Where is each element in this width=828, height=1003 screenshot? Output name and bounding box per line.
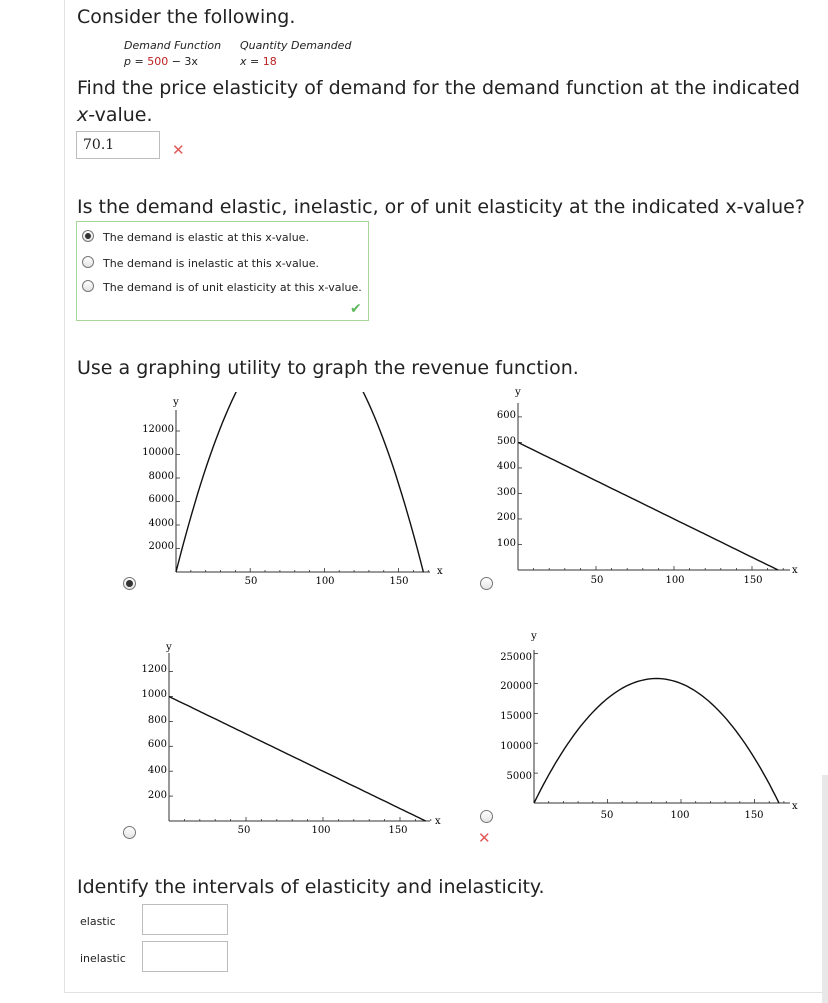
quantity-demanded (240, 55, 277, 68)
table-header-quantity: Quantity Demanded (240, 39, 352, 52)
x-tick-label-50: 50 (600, 810, 614, 821)
demand-prefix: p = (124, 55, 148, 68)
ticks (169, 672, 431, 821)
intro-text: Consider the following. (77, 6, 296, 28)
y-tick-label-6000: 6000 (148, 494, 174, 505)
y-tick-label-200: 200 (496, 512, 516, 523)
qty-value: 18 (262, 55, 277, 68)
table-header-demand: Demand Function (124, 39, 222, 52)
ticks (534, 654, 784, 803)
y-axis-label: y (531, 631, 537, 642)
y-tick-label-4000: 4000 (148, 518, 174, 529)
radio-unit[interactable] (82, 280, 94, 292)
x-tick-label-150: 150 (389, 576, 409, 587)
y-tick-label-8000: 8000 (148, 471, 174, 482)
graph-incorrect-icon: ✕ (478, 829, 491, 847)
x-tick-label-50: 50 (244, 576, 258, 587)
x-axis-label: x (792, 801, 798, 812)
option-unit-label: The demand is of unit elasticity at this x-value. (103, 281, 362, 294)
y-tick-label-400: 400 (147, 765, 167, 776)
graph-b (480, 383, 810, 593)
y-tick-label-300: 300 (496, 487, 516, 498)
q3-text: Use a graphing utility to graph the revenue function. (77, 357, 579, 379)
x-tick-label-150: 150 (743, 575, 763, 586)
x-tick-label-150: 150 (388, 825, 408, 836)
y-tick-label-2000: 2000 (148, 541, 174, 552)
x-tick-label-100: 100 (670, 810, 690, 821)
scrollbar[interactable] (822, 775, 828, 1003)
elastic-interval-input[interactable] (142, 904, 228, 935)
q2-text: Is the demand elastic, inelastic, or of unit elasticity at the indicated x-value? (77, 196, 805, 218)
x-tick-label-100: 100 (315, 576, 335, 587)
y-tick-label-100: 100 (496, 538, 516, 549)
elasticity-answer-input[interactable]: 70.1 (76, 131, 160, 159)
y-tick-label-1200: 1200 (141, 664, 167, 675)
qty-prefix: x = (240, 55, 263, 68)
y-tick-label-500: 500 (496, 436, 516, 447)
elastic-label: elastic (80, 915, 116, 928)
y-axis-label: y (515, 387, 521, 398)
q1-rest: -value. (88, 104, 153, 126)
x-tick-label-50: 50 (590, 575, 604, 586)
inelastic-interval-input[interactable] (142, 941, 228, 972)
x-tick-label-50: 50 (237, 825, 251, 836)
y-tick-label-1000: 1000 (141, 689, 167, 700)
graph-c (130, 640, 450, 840)
radio-elastic[interactable] (82, 230, 94, 242)
option-inelastic-label: The demand is inelastic at this x-value. (103, 257, 319, 270)
graph-a (130, 392, 450, 592)
inelastic-label: inelastic (80, 952, 126, 965)
y-axis-label: y (173, 397, 179, 408)
graph-d (480, 628, 810, 828)
q1-text-line2 (77, 104, 153, 126)
x-axis-label: x (792, 565, 798, 576)
y-tick-label-10000: 10000 (142, 447, 174, 458)
x-axis-label: x (437, 566, 443, 577)
y-tick-label-20000: 20000 (500, 681, 532, 692)
y-tick-label-600: 600 (496, 410, 516, 421)
y-tick-label-5000: 5000 (506, 771, 532, 782)
y-tick-label-400: 400 (496, 461, 516, 472)
y-tick-label-15000: 15000 (500, 711, 532, 722)
radio-inelastic[interactable] (82, 256, 94, 268)
x-tick-label-150: 150 (744, 810, 764, 821)
q4-text: Identify the intervals of elasticity and inelasticity. (77, 876, 545, 898)
y-tick-label-12000: 12000 (142, 424, 174, 435)
demand-function (124, 55, 198, 68)
incorrect-icon: ✕ (172, 141, 185, 159)
option-elastic-label: The demand is elastic at this x-value. (103, 231, 309, 244)
y-tick-label-10000: 10000 (500, 741, 532, 752)
y-tick-label-800: 800 (147, 715, 167, 726)
line-curve (169, 697, 426, 822)
x-axis-label: x (435, 816, 441, 827)
x-tick-label-100: 100 (311, 825, 331, 836)
q1-var: x (77, 104, 89, 126)
q1-text-line1: Find the price elasticity of demand for the demand function at the indicated (77, 77, 800, 99)
demand-term: − 3x (168, 55, 198, 68)
y-axis-label: y (166, 642, 172, 653)
demand-constant: 500 (147, 55, 169, 68)
y-tick-label-25000: 25000 (500, 652, 532, 663)
ticks (176, 431, 428, 572)
demand-line (518, 442, 778, 570)
ticks (518, 417, 783, 570)
x-tick-label-100: 100 (665, 575, 685, 586)
y-tick-label-600: 600 (147, 739, 167, 750)
y-tick-label-200: 200 (147, 790, 167, 801)
revenue-curve (176, 392, 423, 572)
revenue-curve (534, 679, 779, 804)
correct-check-icon: ✔ (350, 301, 362, 317)
